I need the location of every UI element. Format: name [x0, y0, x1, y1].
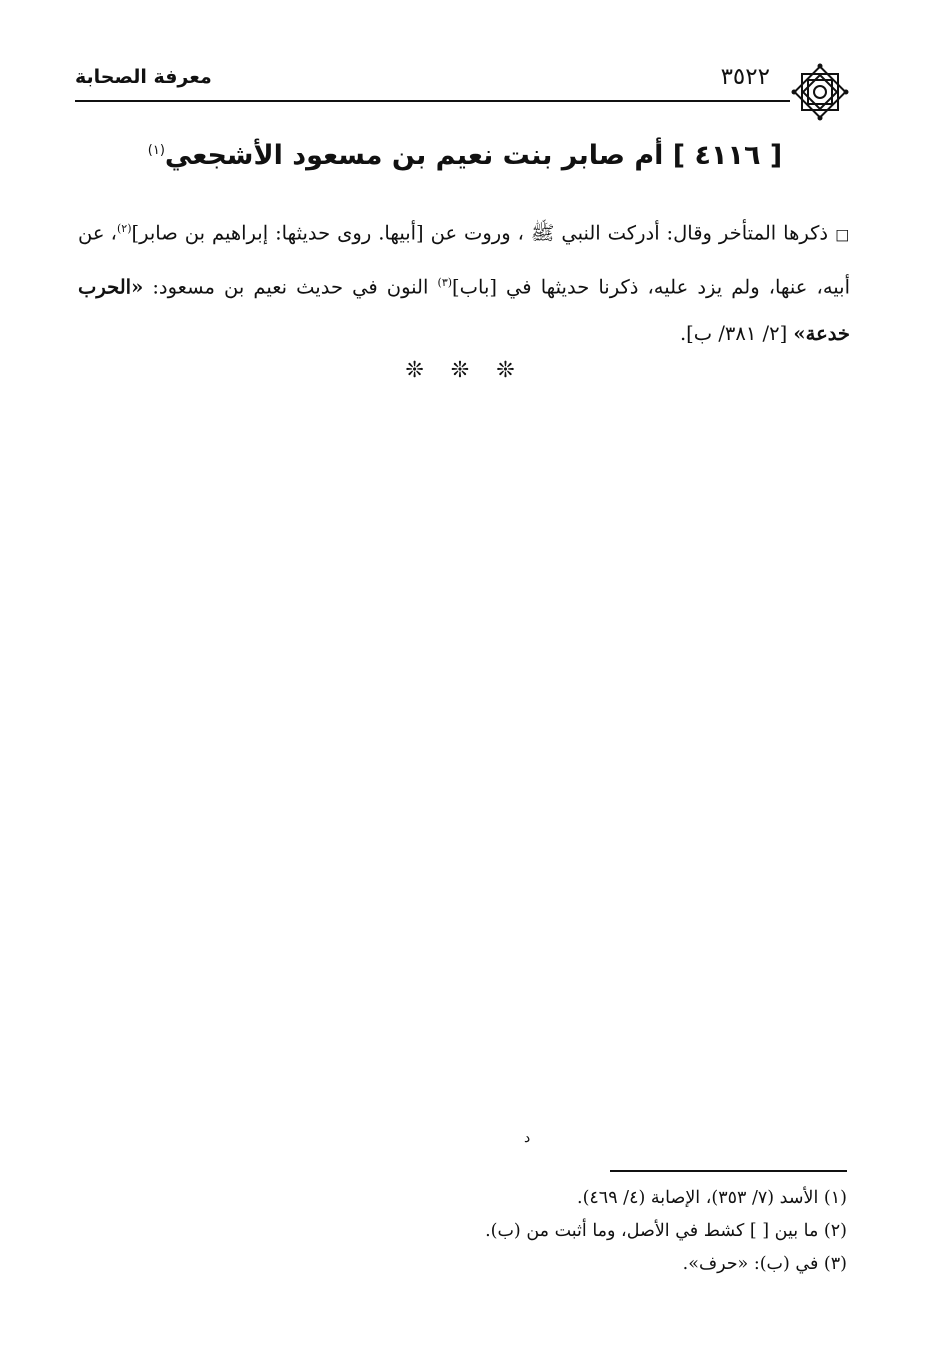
header-rule [75, 100, 790, 102]
footnote-ref-1: (١) [147, 143, 165, 158]
entry-body [78, 205, 850, 357]
body-line-2a: إبراهيم بن صابر] [131, 221, 269, 245]
paragraph-square-icon: □ [835, 225, 850, 244]
section-separator: ❊ ❊ ❊ [405, 358, 525, 383]
body-line-3a: في حديث نعيم بن مسعود: [152, 275, 378, 298]
footnote-3: (٣) في (ب): «حرف». [682, 1254, 847, 1274]
page-header [75, 58, 850, 102]
ornament-star-icon [790, 58, 850, 126]
footnotes [300, 1182, 847, 1281]
hadith-quote: «الحرب خدعة» [78, 275, 850, 345]
body-line-2b: ، عن أبيه، عنها، ولم يزد عليه، ذكرنا حديثها في [باب] [78, 221, 851, 298]
page-number: ٣٥٢٢ [720, 64, 770, 90]
body-line-2c: النون [386, 275, 429, 298]
footnote-1: (١) الأسد (٧/ ٣٥٣)، الإصابة (٤/ ٤٦٩). [577, 1188, 847, 1208]
entry-title [80, 140, 850, 171]
entry-title-text: [ ٤١١٦ ] أم صابر بنت نعيم بن مسعود الأشجعي [164, 140, 783, 171]
footnote-ref-3: (٣) [437, 275, 453, 289]
stray-mark: ﺩ [524, 1130, 531, 1146]
footnote-rule [610, 1170, 847, 1172]
body-line-3b: [٢/ ٣٨١/ ب]. [679, 322, 788, 345]
footnote-ref-2: (٢) [116, 222, 132, 235]
body-line-1: ذكرها المتأخر وقال: أدركت النبي ﷺ ، وروت عن [أبيها. روى حديثها: [275, 221, 829, 245]
book-title: معرفة الصحابة [75, 66, 212, 88]
footnote-2: (٢) ما بين [ ] كشط في الأصل، وما أثبت من (ب). [485, 1221, 847, 1241]
